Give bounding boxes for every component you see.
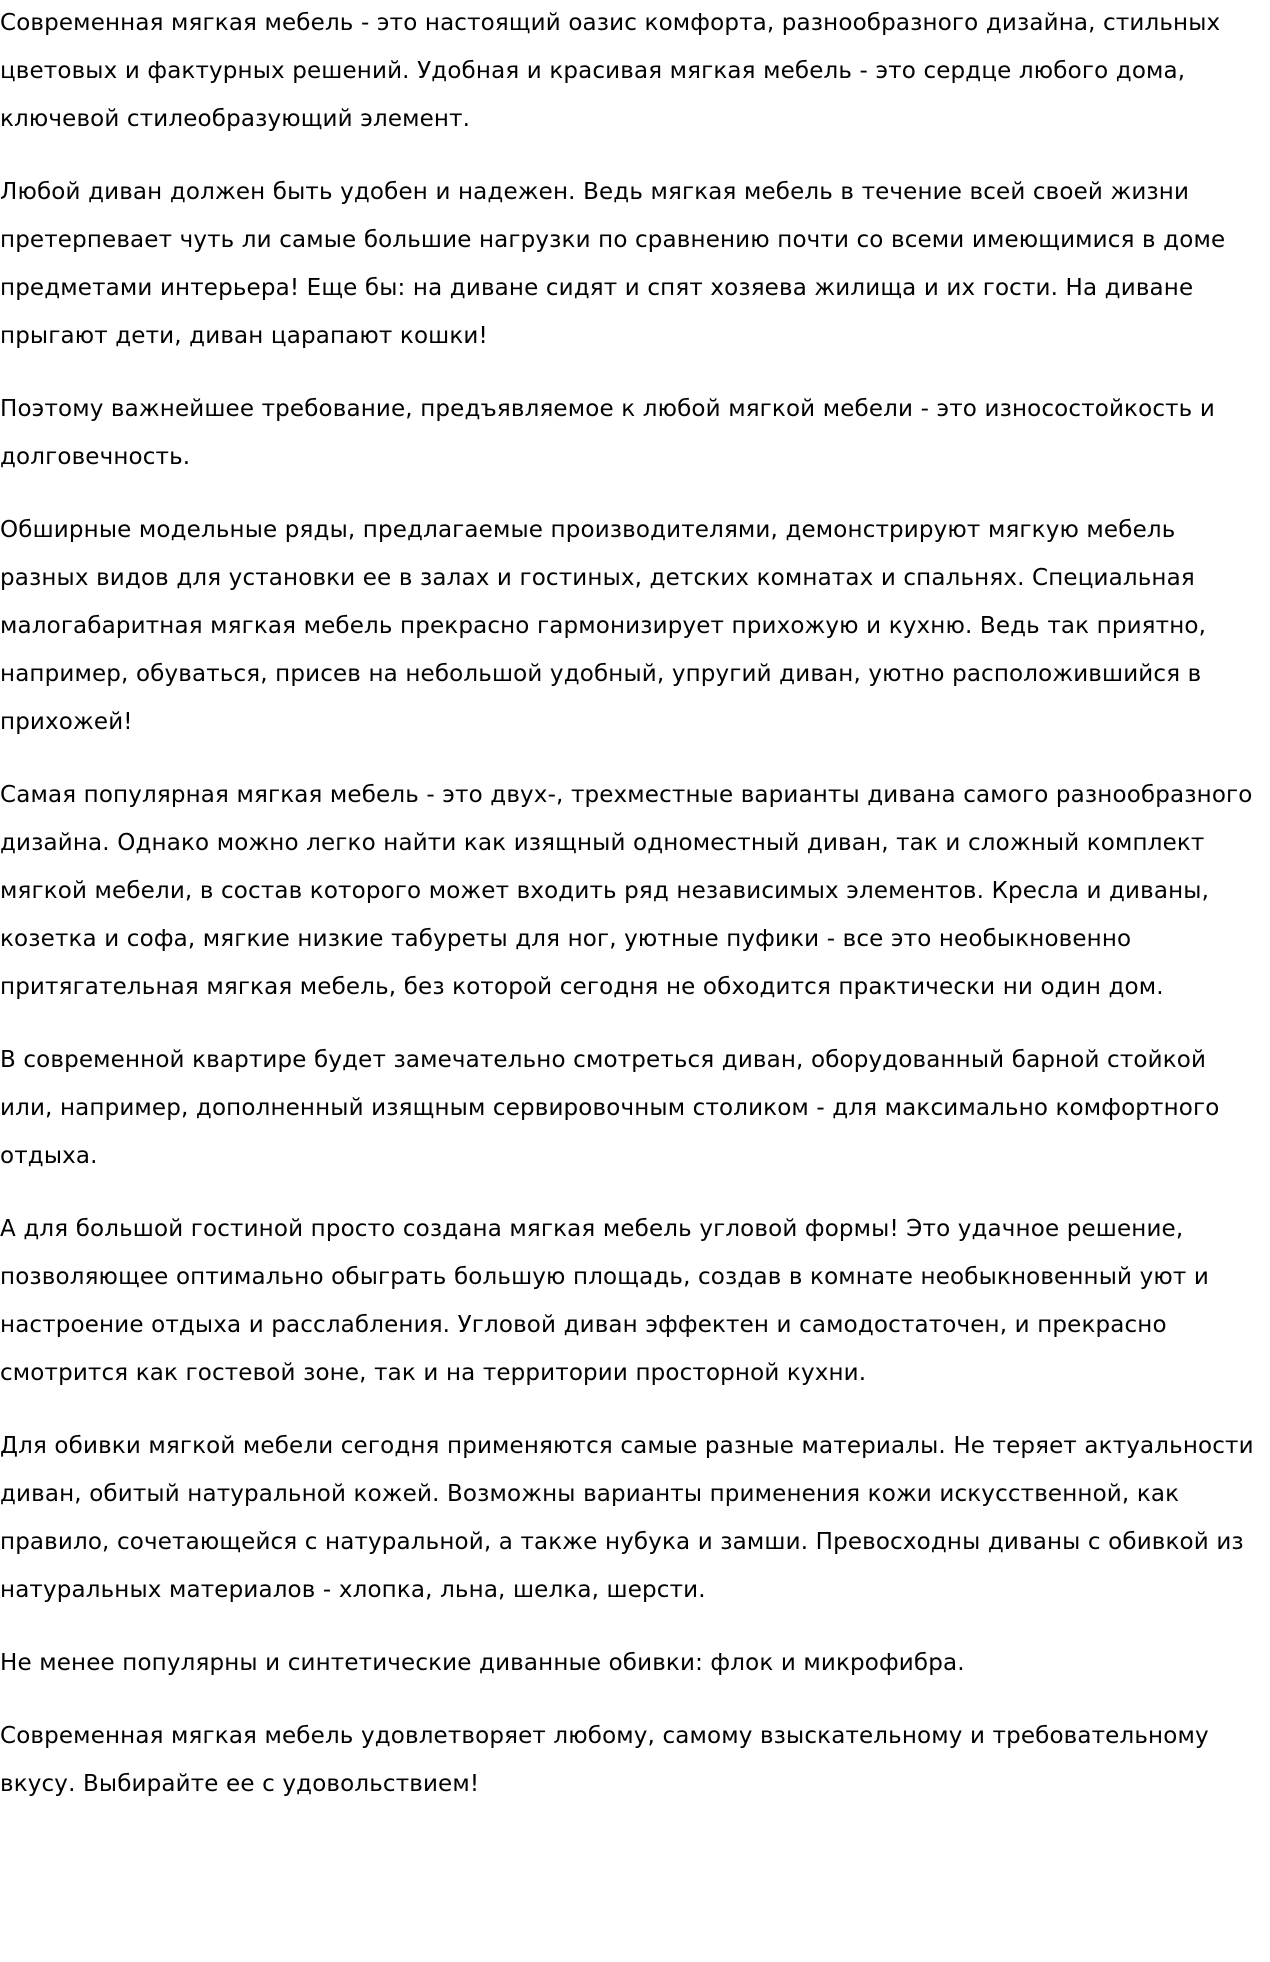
paragraph-modern-apartment: В современной квартире будет замечательно смотреться диван, оборудованный барной стойкой или, например, дополненный изящным сервировочным столиком - для максимально комфортного отдыха. bbox=[0, 1047, 1220, 1169]
paragraph-corner-sofa: А для большой гостиной просто создана мягкая мебель угловой формы! Это удачное решение, позволяющее оптимально обыграть большую площадь, создав в комнате необыкновенный уют и настроение отдыха и расслабления. Угловой диван эффектен и самодостаточен, и прекрасно смотрится как гостевой зоне, так и на территории просторной кухни. bbox=[0, 1216, 1209, 1386]
paragraph-intro: Современная мягкая мебель - это настоящий оазис комфорта, разнообразного дизайна, стильных цветовых и фактурных решений. Удобная и красивая мягкая мебель - это сердце любого дома, ключевой стилеобразующий элемент. bbox=[0, 10, 1221, 132]
paragraph-conclusion: Современная мягкая мебель удовлетворяет любому, самому взыскательному и требовательному вкусу. Выбирайте ее с удовольствием! bbox=[0, 1723, 1209, 1797]
paragraph-synthetic: Не менее популярны и синтетические диванные обивки: флок и микрофибра. bbox=[0, 1650, 965, 1676]
paragraph-upholstery: Для обивки мягкой мебели сегодня применяются самые разные материалы. Не теряет актуальности диван, обитый натуральной кожей. Возможны варианты применения кожи искусственной, как правило, сочетающейся с натуральной, а также нубука и замши. Превосходны диваны с обивкой из натуральных материалов - хлопка, льна, шелка, шерсти. bbox=[0, 1433, 1254, 1603]
paragraph-reliability: Любой диван должен быть удобен и надежен. Ведь мягкая мебель в течение всей своей жизни претерпевает чуть ли самые большие нагрузки по сравнению почти со всеми имеющимися в доме предметами интерьера! Еще бы: на диване сидят и спят хозяева жилища и их гости. На диване прыгают дети, диван царапают кошки! bbox=[0, 179, 1226, 349]
paragraph-durability: Поэтому важнейшее требование, предъявляемое к любой мягкой мебели - это износостойкость и долговечность. bbox=[0, 396, 1215, 470]
paragraph-popular-sofas: Самая популярная мягкая мебель - это двух-, трехместные варианты дивана самого разнообразного дизайна. Однако можно легко найти как изящный одноместный диван, так и сложный комплект мягкой мебели, в состав которого может входить ряд независимых элементов. Кресла и диваны, козетка и софа, мягкие низкие табуреты для ног, уютные пуфики - все это необыкновенно притягательная мягкая мебель, без которой сегодня не обходится практически ни один дом. bbox=[0, 782, 1253, 1000]
paragraph-model-ranges: Обширные модельные ряды, предлагаемые производителями, демонстрируют мягкую мебель разных видов для установки ее в залах и гостиных, детских комнатах и спальнях. Специальная малогабаритная мягкая мебель прекрасно гармонизирует прихожую и кухню. Ведь так приятно, например, обуваться, присев на небольшой удобный, упругий диван, уютно расположившийся в прихожей! bbox=[0, 517, 1207, 735]
